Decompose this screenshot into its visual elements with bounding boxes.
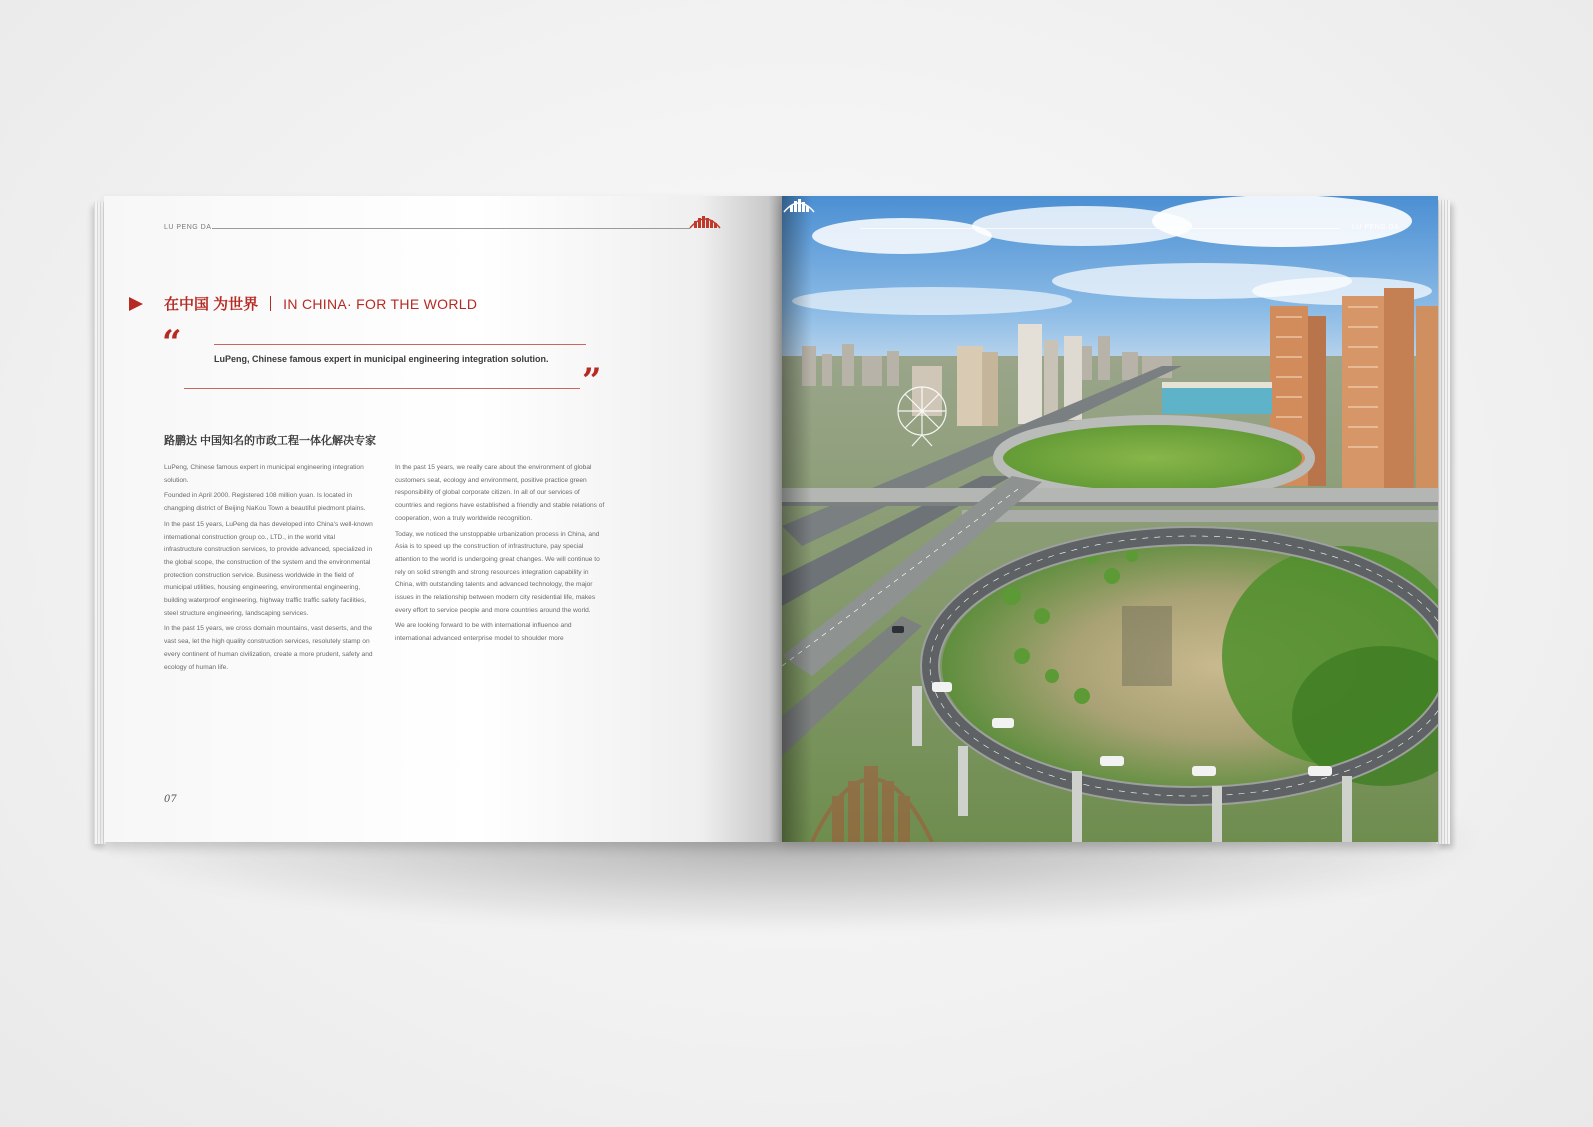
paragraph: In the past 15 years, we cross domain mountains, vast deserts, and the vast sea, let the high quality construction services, resolutely stamp on every continent of human civilization, create a more prudent, safety and ecology of human life. (164, 625, 373, 671)
paragraph: Today, we noticed the unstoppable urbanization process in China, and Asia is to speed up the construction of infrastructure, pay special attention to the world is undergoing great changes. We will continue to rely on solid strength and strong resources integration capability in China, with outstanding talents and advanced technology, the major issues in the relationship between modern city residential life, makes every effort to service people and more countries around the world. (395, 530, 600, 614)
paragraph: LuPeng, Chinese famous expert in municipal engineering integration solution. (164, 464, 364, 484)
gutter-shadow (782, 196, 812, 842)
section-title-cn: 在中国 为世界 (164, 296, 259, 313)
company-logo-icon (782, 196, 816, 214)
page-number: 07 (164, 794, 177, 805)
paragraph: In the past 15 years, LuPeng da has developed into China's well-known international construction group co., LTD., in the world vital infrastructure construction services, to provide advanced, specialized in the global scope, the construction of the system and the environmental protection construction service. Business worldwide in the field of municipal utilities, housing engineering, environmental engineering, building waterproof engineering, highway traffic traffic safety facilities, steel structure engineering, landscaping services. (164, 520, 373, 617)
open-quote-icon: “ (162, 323, 182, 363)
section-title (164, 293, 477, 314)
play-arrow-icon (128, 296, 144, 312)
running-head: LU PENG DA (164, 224, 212, 231)
running-head: LU PENG DA (1352, 224, 1400, 231)
header-rule (860, 228, 1340, 229)
close-quote-icon: ” (582, 361, 602, 401)
sub-heading: 路鹏达 中国知名的市政工程一体化解决专家 (164, 435, 377, 447)
left-page (104, 196, 782, 842)
title-divider (270, 296, 271, 311)
header-rule (212, 228, 690, 229)
body-column-left (164, 462, 374, 677)
paragraph: We are looking forward to be with international influence and international advanced enterprise model to shoulder more (395, 622, 572, 643)
quote-rule-bottom (184, 388, 580, 389)
body-column-right (395, 462, 605, 649)
right-page-edges (1436, 200, 1450, 844)
company-logo-icon (688, 212, 722, 230)
right-page-photo (782, 196, 1438, 842)
pull-quote: LuPeng, Chinese famous expert in municipal engineering integration solution. (214, 354, 549, 364)
paragraph: Founded in April 2000. Registered 108 million yuan. Is located in changping district of Beijing NaKou Town a beautiful piedmont plains. (164, 492, 366, 513)
paragraph: In the past 15 years, we really care about the environment of global customers seat, ecology and environment, positive practice green responsibility of global corporate citizen. In all of our services of countries and regions have established a friendly and stable relations of cooperation, won a truly worldwide recognition. (395, 464, 605, 522)
section-title-en: IN CHINA· FOR THE WORLD (283, 296, 478, 312)
highway-interchange-photo (782, 196, 1438, 842)
quote-rule-top (214, 344, 586, 345)
